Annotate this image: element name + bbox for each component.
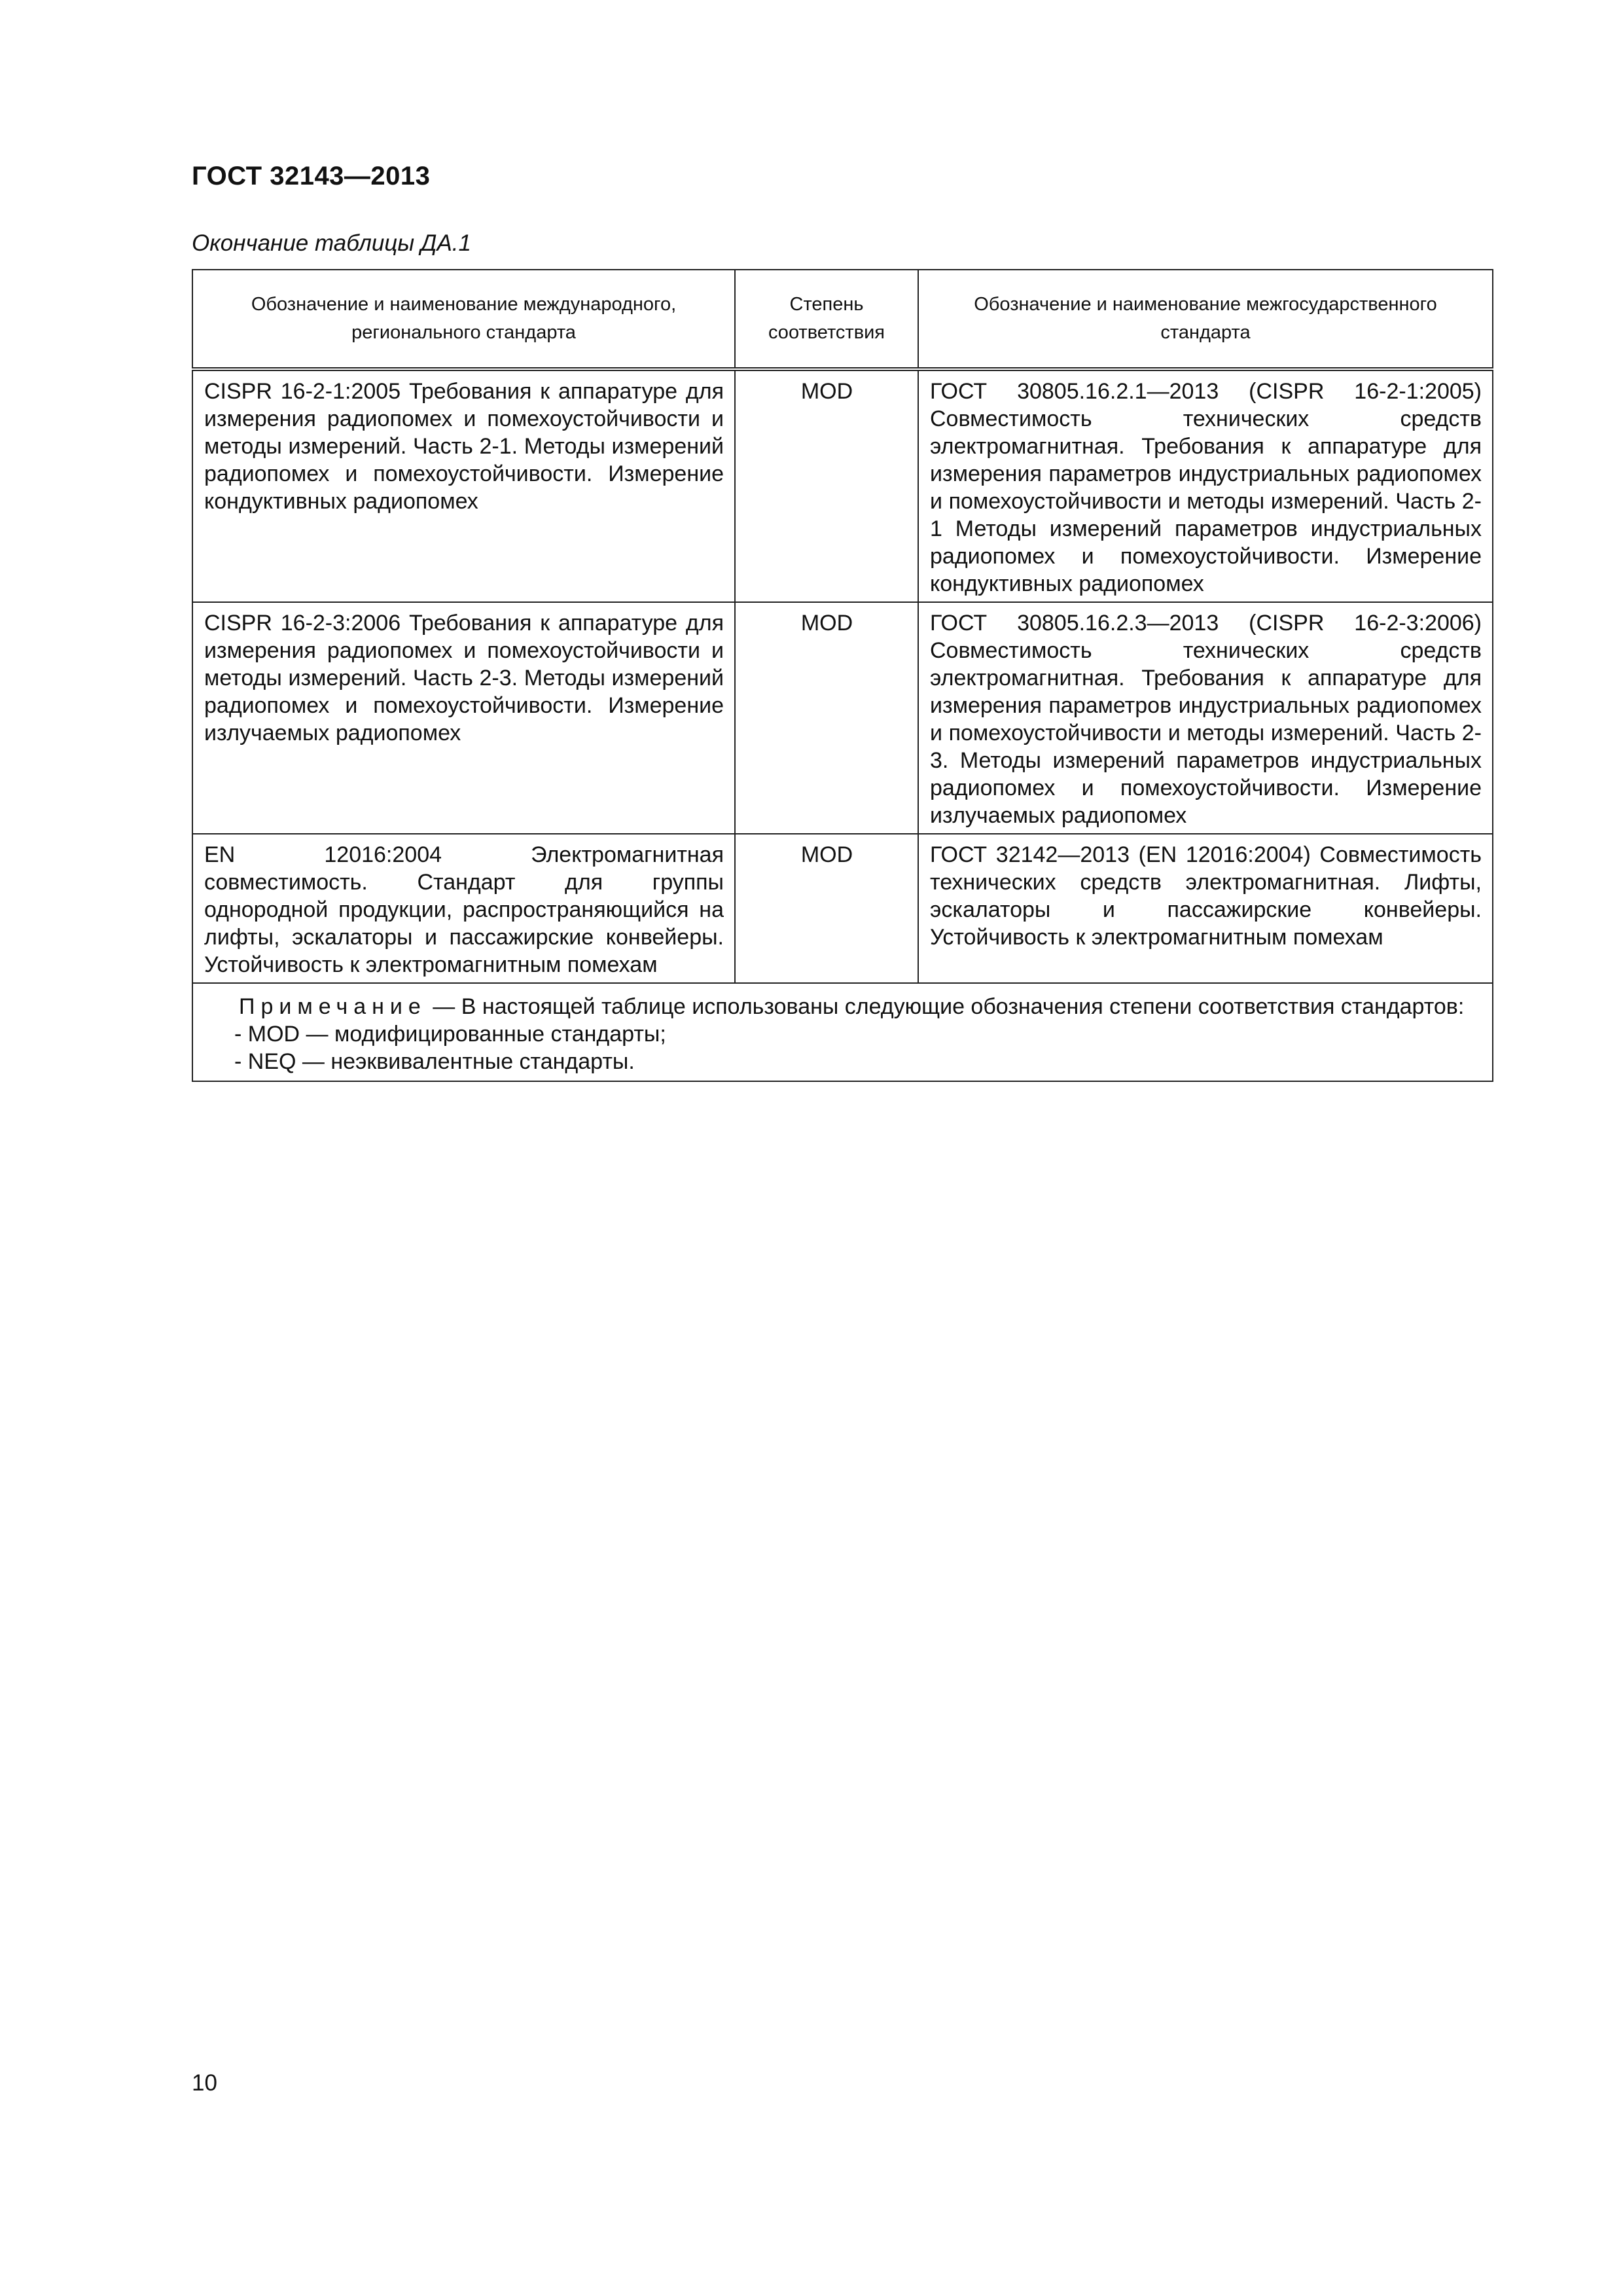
international-standard-cell: CISPR 16-2-1:2005 Требования к аппаратуре для измерения радиопомех и помехоустойчивости и методы измерений. Часть 2-1. Методы измерений радиопомех и помехоустойчивости. Измерение кондуктивных радиопомех bbox=[192, 369, 735, 602]
international-standard-cell: EN 12016:2004 Электромагнитная совместимость. Стандарт для группы однородной продукции, распространяющийся на лифты, эскалаторы и пассажирские конвейеры. Устойчивость к электромагнитным помехам bbox=[192, 834, 735, 983]
table-row bbox=[192, 834, 1493, 983]
interstate-standard-cell: ГОСТ 30805.16.2.3—2013 (CISPR 16-2-3:2006) Совместимость технических средств электромагнитная. Требования к аппаратуре для измерения параметров индустриальных радиопомех и помехоустойчивости и методы измерений. Часть 2-3. Методы измерений параметров индустриальных радиопомех и помехоустойчивости. Измерение излучаемых радиопомех bbox=[918, 602, 1493, 834]
degree-cell: MOD bbox=[735, 369, 918, 602]
table-note-row bbox=[192, 983, 1493, 1081]
note-list-item: - NEQ — неэквивалентные стандарты. bbox=[234, 1049, 635, 1074]
degree-cell: MOD bbox=[735, 834, 918, 983]
table-header-row bbox=[192, 270, 1493, 369]
table-caption: Окончание таблицы ДА.1 bbox=[192, 230, 471, 256]
column-header-international: Обозначение и наименование международного, регионального стандарта bbox=[192, 270, 735, 369]
page-number: 10 bbox=[192, 2070, 217, 2096]
column-header-degree: Степень соответствия bbox=[735, 270, 918, 369]
interstate-standard-cell: ГОСТ 32142—2013 (EN 12016:2004) Совместимость технических средств электромагнитная. Лифты, эскалаторы и пассажирские конвейеры. Устойчивость к электромагнитным помехам bbox=[918, 834, 1493, 983]
note-label: Примечание bbox=[239, 994, 427, 1019]
degree-cell: MOD bbox=[735, 602, 918, 834]
column-header-interstate: Обозначение и наименование межгосударственного стандарта bbox=[918, 270, 1493, 369]
table-note bbox=[192, 983, 1493, 1081]
document-code: ГОСТ 32143—2013 bbox=[192, 162, 431, 190]
table-row bbox=[192, 369, 1493, 602]
note-paragraph bbox=[204, 993, 1482, 1020]
standards-correspondence-table bbox=[192, 269, 1493, 1082]
note-text: — В настоящей таблице использованы следующие обозначения степени соответствия стандартов: bbox=[426, 994, 1465, 1019]
interstate-standard-cell: ГОСТ 30805.16.2.1—2013 (CISPR 16-2-1:2005) Совместимость технических средств электромагнитная. Требования к аппаратуре для измерения параметров индустриальных радиопомех и помехоустойчивости и методы измерений. Часть 2-1 Методы измерений параметров индустриальных радиопомех и помехоустойчивости. Измерение кондуктивных радиопомех bbox=[918, 369, 1493, 602]
international-standard-cell: CISPR 16-2-3:2006 Требования к аппаратуре для измерения радиопомех и помехоустойчивости и методы измерений. Часть 2-3. Методы измерений радиопомех и помехоустойчивости. Измерение излучаемых радиопомех bbox=[192, 602, 735, 834]
table-row bbox=[192, 602, 1493, 834]
note-list-item: - MOD — модифицированные стандарты; bbox=[234, 1022, 666, 1047]
